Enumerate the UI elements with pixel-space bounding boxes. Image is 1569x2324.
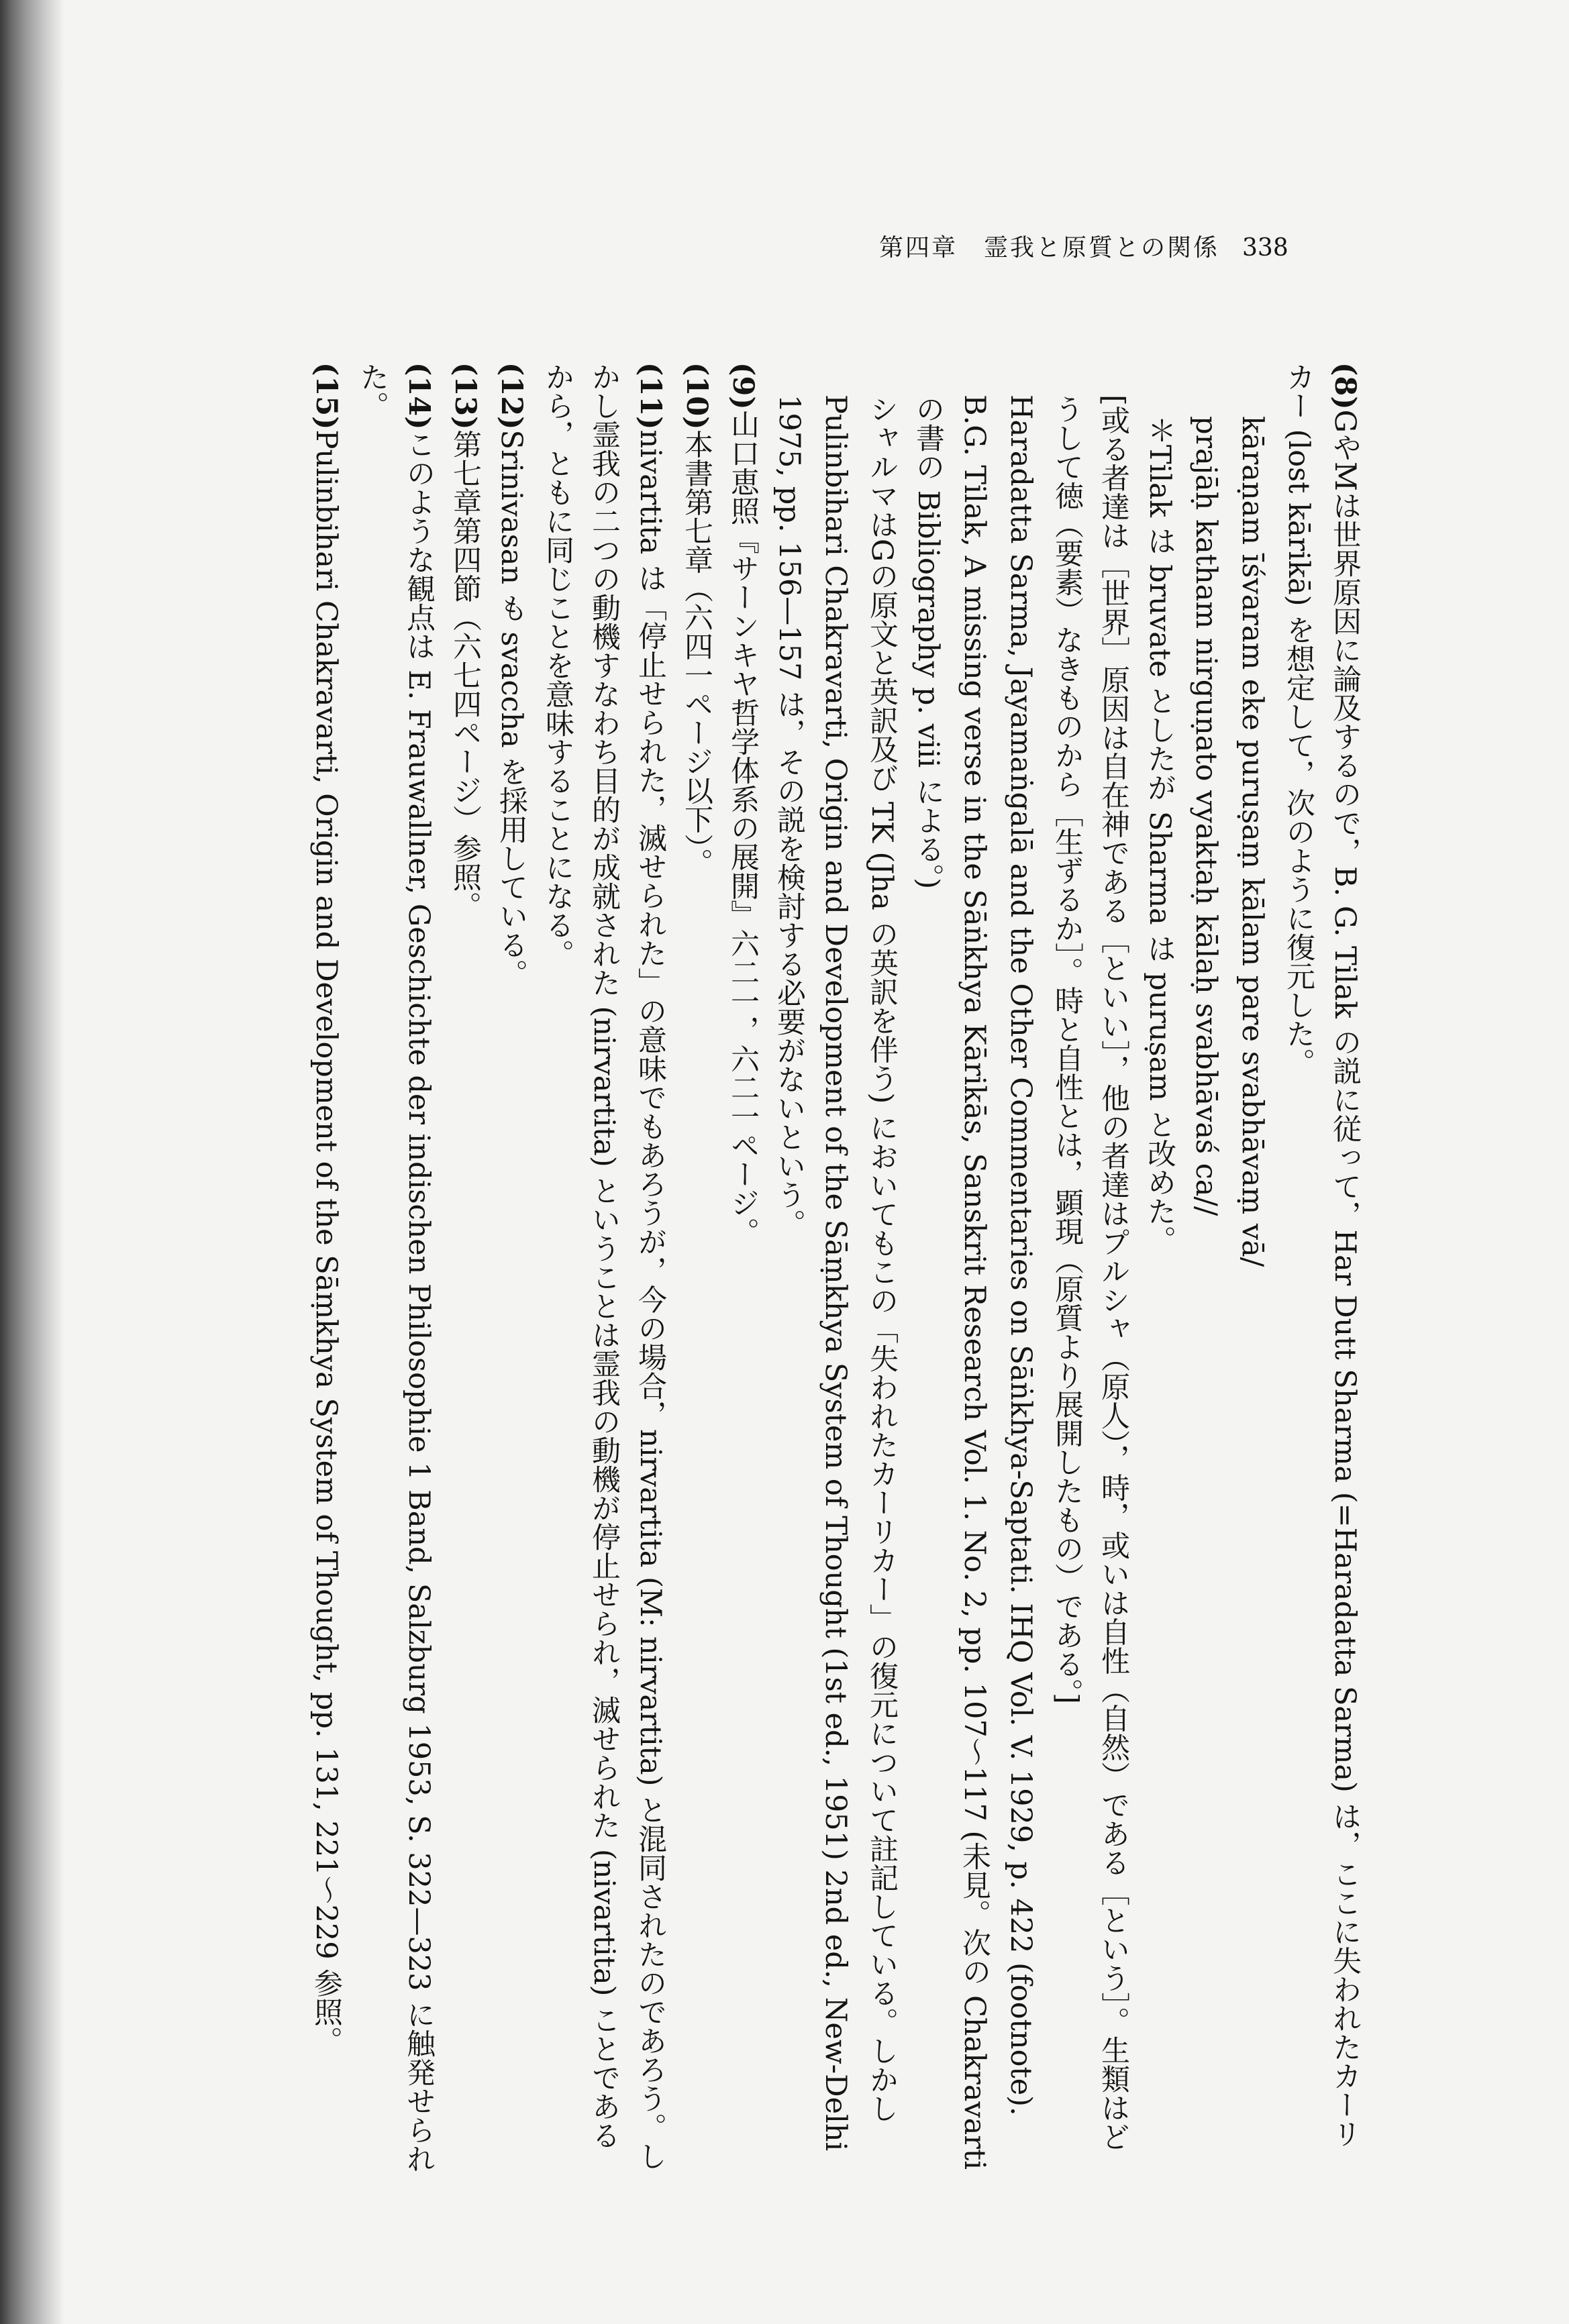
note-8-reference-sarma: Haradatta Sarma, Jayamaṅgalā and the Other Commentaries on Sāṅkhya-Saptati. IHQ Vol. V. 1929, p. 422 (footnote). — [1004, 394, 1037, 2116]
running-header — [879, 221, 1483, 275]
note-8-reference-tilak: B.G. Tilak, A missing verse in the Sāṅkhya Kārikās, Sanskrit Research Vol. 1. No. 2, pp. 107～117 (未見。次の Chakravarti の書の Bibliography p. viii による。) — [911, 394, 991, 2170]
note-10: (10)本書第七章（六四一ページ以下）。 — [680, 362, 713, 878]
note-8-remark-sharma: シャルマはGの原文と英訳及び TK (Jha の英訳を伴う) においてもこの「失われたカーリカー」の復元について註記している。しかし Pulinbihari Chakravarti, Origin and Development of the Sāṃkhya System of Thought (1st ed., 1951) 2nd ed., New-Delhi 1975, pp. 156—157 は，その説を検討する必要がないという。 — [772, 394, 899, 2152]
note-11: (11)nivartita は「停止せられた，滅せられた」の意味でもあろうが，今の場合，nirvartita (M: nirvartita) と混同されたのであろう。しかし霊我の二つの動機すなわち目的が成就された (nirvartita) ということは霊我の動機が停止せられ，滅せられた (nivartita) ことであるから，ともに同じことを意味することになる。 — [541, 362, 667, 2171]
notes-body — [140, 362, 1368, 2174]
note-12: (12)Srinivasan も svaccha を採用している。 — [495, 362, 528, 988]
note-14: (14)このような観点は E. Frauwallner, Geschichte der indischen Philosophie 1 Band, Salzburg 1953, S. 322—323 に触発せられた。 — [356, 362, 436, 2174]
note-9: (9)山口恵照『サーンキヤ哲学体系の展開』六二一，六二一ページ。 — [726, 362, 760, 1247]
note-8-verse-line-1: kāraṇam īśvaram eke puruṣaṃ kālam pare svabhāvaṃ vā/ — [1235, 416, 1269, 1267]
note-8-asterisk-remark: ＊Tilak は bruvate としたが Sharma は puruṣam と改めた。 — [1143, 416, 1176, 1255]
scan-shadow-edge — [0, 0, 64, 2324]
note-13: (13)第七章第四節（六七四ページ）参照。 — [448, 362, 482, 920]
note-8-translation: [或る者達は［世界］原因は自在神である［といい］，他の者達はプルシャ（原人），時，或いは自性（自然）である［という］。生類はどうして徳（要素）なきものから［生ずるか］。時と自性とは，顕現（原質より展開したもの）である。] — [1050, 394, 1130, 2152]
note-8: (8)GやMは世界原因に論及するので，B. G. Tilak の説に従って，Har Dutt Sharma (=Haradatta Sarma) は，ここに失われたカーリカー (lost kārikā) を想定して，次のように復元した。 — [1282, 362, 1362, 2148]
chapter-title: 第四章 霊我と原質との関係 — [879, 234, 1220, 262]
note-15: (15)Pulinbihari Chakravarti, Origin and Development of the Sāṃkhya System of Thought, pp. 131, 221～229 参照。 — [309, 362, 343, 2056]
note-8-verse-line-2: prajāḥ katham nirguṇato vyaktaḥ kālaḥ svabhāvaś ca// — [1189, 416, 1223, 1216]
page-number: 338 — [1242, 234, 1288, 262]
